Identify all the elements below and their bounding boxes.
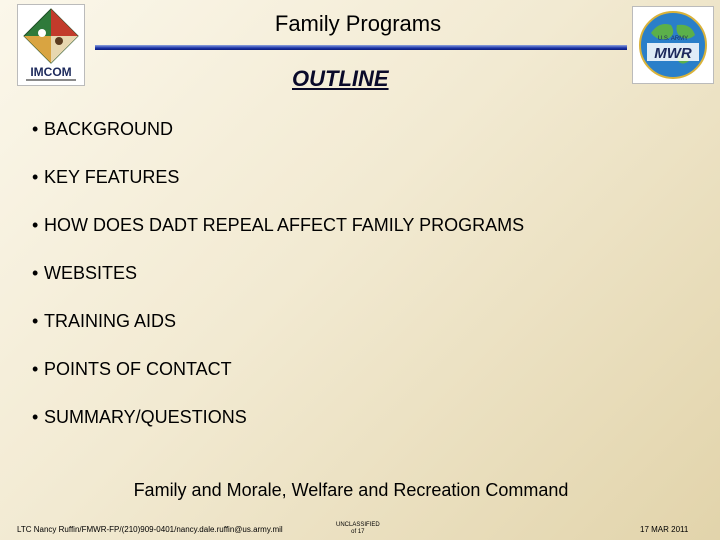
bullet-icon: • [32, 359, 39, 379]
bullet-icon: • [32, 167, 39, 187]
bullet-icon: • [32, 263, 39, 283]
list-item-label: SUMMARY/QUESTIONS [44, 407, 247, 427]
list-item-label: TRAINING AIDS [44, 311, 177, 331]
list-item-label: KEY FEATURES [44, 167, 180, 187]
footer-classification [336, 522, 380, 536]
bullet-icon: • [32, 215, 39, 235]
imcom-logo-icon [17, 4, 85, 86]
list-item-label: BACKGROUND [44, 119, 174, 139]
page-title: Family Programs [274, 11, 442, 36]
bullet-icon: • [32, 119, 39, 139]
list-item-label: HOW DOES DADT REPEAL AFFECT FAMILY PROGRAMS [44, 215, 525, 235]
imcom-logo-text: IMCOM [30, 65, 72, 79]
footer-date: 17 MAR 2011 [640, 525, 689, 534]
list-item [32, 358, 524, 406]
list-item-label: POINTS OF CONTACT [44, 359, 232, 379]
mwr-logo-text: MWR [654, 45, 692, 62]
section-heading: OUTLINE [292, 66, 389, 91]
outline-list [32, 118, 524, 454]
list-item-label: WEBSITES [44, 263, 138, 283]
title-divider [95, 45, 627, 50]
page-number: of 17 [351, 529, 365, 535]
bullet-icon: • [32, 311, 39, 331]
bullet-icon: • [32, 407, 39, 427]
army-mwr-logo-icon [632, 6, 714, 84]
list-item [32, 262, 524, 310]
list-item [32, 406, 524, 454]
list-item [32, 118, 524, 166]
list-item [32, 310, 524, 358]
mwr-logo-top-text: U.S. ARMY [657, 36, 689, 42]
footer-contact: LTC Nancy Ruffin/FMWR-FP/(210)909-0401/nancy.dale.ruffin@us.army.mil [17, 525, 283, 534]
list-item [32, 214, 524, 262]
list-item [32, 166, 524, 214]
organization-name: Family and Morale, Welfare and Recreation Command [133, 480, 569, 500]
classification-label: UNCLASSIFIED [336, 522, 380, 528]
